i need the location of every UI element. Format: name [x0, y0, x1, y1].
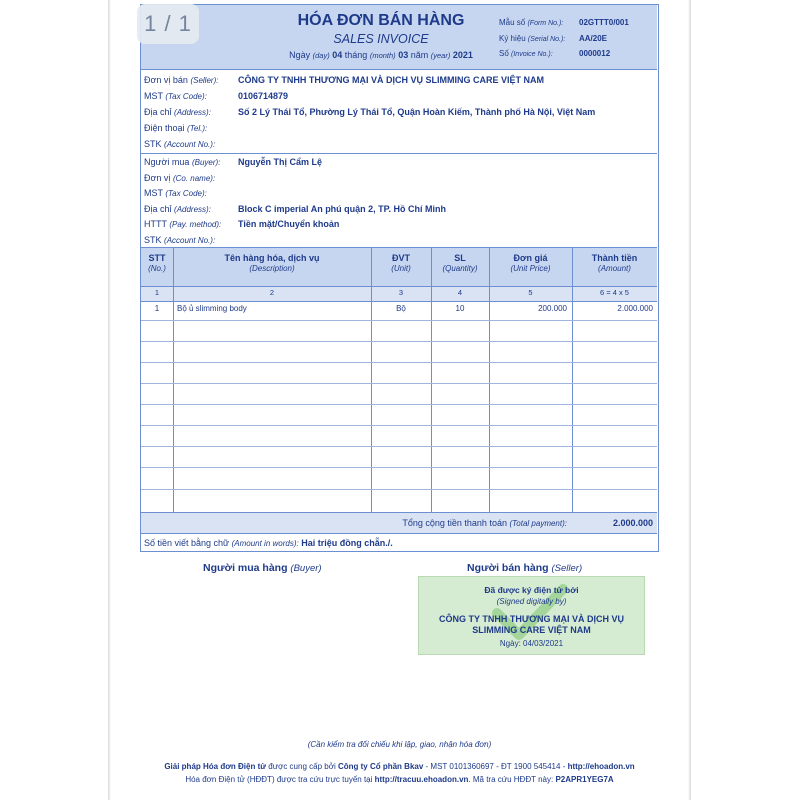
invoice-no-label: Số (Invoice No.): [499, 49, 553, 58]
grid-line [173, 247, 174, 512]
signed-by-label: Đã được ký điện tử bởi [484, 585, 579, 595]
row-line [141, 446, 657, 447]
divider [141, 153, 657, 154]
check-note: (Cần kiểm tra đối chiếu khi lập, giao, nhận hóa đơn) [307, 740, 492, 749]
seller-tax-label: MST (Tax Code): [144, 91, 207, 101]
row-line [141, 467, 657, 468]
buyer-name: Nguyễn Thị Cẩm Lệ [238, 157, 323, 167]
signed-company: CÔNG TY TNHH THƯƠNG MẠI VÀ DỊCH VỤ SLIMMING CARE VIỆT NAM [439, 614, 624, 635]
seller-phone-label: Điện thoại (Tel.): [144, 123, 208, 133]
column-header-unit: ĐVT (Unit) [391, 253, 411, 273]
total-bar [141, 512, 657, 534]
invoice-no-value: 0000012 [579, 49, 611, 58]
column-number: 6 = 4 x 5 [600, 288, 629, 297]
row-amount: 2.000.000 [617, 304, 653, 313]
seller-tax-code: 0106714879 [238, 91, 289, 101]
row-no: 1 [154, 304, 160, 313]
buyer-signature-title: Người mua hàng (Buyer) [203, 562, 322, 574]
buyer-tax-label: MST (Tax Code): [144, 188, 207, 198]
row-unit: Bộ [396, 304, 406, 313]
row-line [141, 383, 657, 384]
buyer-address: Block C imperial An phú quận 2, TP. Hồ Chí Minh [238, 204, 447, 214]
column-number: 2 [269, 288, 275, 297]
serial-no-value: AA/20E [579, 34, 608, 43]
row-line [141, 341, 657, 342]
invoice-header [141, 5, 657, 70]
column-header-quantity: SL (Quantity) [442, 253, 478, 273]
page-edge-left [108, 0, 111, 800]
invoice-title-vn: HÓA ĐƠN BÁN HÀNG [297, 12, 465, 29]
column-header-amount: Thành tiền (Amount) [591, 253, 638, 273]
column-number: 4 [457, 288, 463, 297]
signed-by-label-en: (Signed digitally by) [496, 597, 567, 606]
grid-line [572, 247, 573, 512]
provider-link[interactable]: http://ehoadon.vn [567, 762, 635, 771]
invoice-frame [140, 4, 659, 552]
seller-name: CÔNG TY TNHH THƯƠNG MẠI VÀ DỊCH VỤ SLIMMING CARE VIỆT NAM [238, 75, 544, 85]
grid-line [489, 247, 490, 512]
footer-lookup: Hóa đơn Điện tử (HĐĐT) được tra cứu trực tuyến tại http://tracuu.ehoadon.vn. Mã tra cứu HĐĐT này: P2APR1YEG7A [185, 775, 614, 784]
invoice-title-en: SALES INVOICE [333, 32, 429, 46]
column-number: 3 [398, 288, 404, 297]
seller-address: Số 2 Lý Thái Tổ, Phường Lý Thái Tổ, Quận Hoàn Kiếm, Thành phố Hà Nội, Việt Nam [238, 107, 596, 117]
row-description: Bộ ủ slimming body [177, 304, 247, 313]
serial-no-label: Ký hiệu (Serial No.): [499, 34, 566, 43]
row-line [141, 320, 657, 321]
lookup-link[interactable]: http://tracuu.ehoadon.vn [374, 775, 469, 784]
seller-signature-title: Người bán hàng (Seller) [467, 562, 583, 574]
footer-provider: Giải pháp Hóa đơn Điện tử được cung cấp bởi Công ty Cổ phần Bkav - MST 0101360697 - ĐT 1900 545414 - http://ehoadon.vn [164, 762, 635, 771]
buyer-account-label: STK (Account No.): [144, 235, 216, 245]
row-line [141, 489, 657, 490]
total-label: Tổng cộng tiền thanh toán (Total payment): [402, 518, 567, 528]
buyer-company-label: Đơn vị (Co. name): [144, 173, 216, 183]
invoice-date: Ngày (day) 04 tháng (month) 03 năm (year) 2021 [289, 50, 473, 60]
total-value: 2.000.000 [612, 518, 653, 528]
column-header-unit-price: Đơn giá (Unit Price) [510, 253, 551, 273]
column-header-description: Tên hàng hóa, dịch vụ (Description) [224, 253, 320, 273]
column-header-no: STT (No.) [148, 253, 166, 273]
seller-account-label: STK (Account No.): [144, 139, 216, 149]
page-edge-right [688, 0, 691, 800]
row-line [141, 425, 657, 426]
row-quantity: 10 [455, 304, 465, 313]
row-unit-price: 200.000 [538, 304, 567, 313]
buyer-payment-label: HTTT (Pay. method): [144, 219, 222, 229]
buyer-name-label: Người mua (Buyer): [144, 157, 221, 167]
row-line [141, 362, 657, 363]
form-no-label: Mẫu số (Form No.): [499, 18, 564, 27]
grid-line [431, 247, 432, 512]
column-number: 1 [154, 288, 160, 297]
digital-signature-box[interactable] [418, 576, 645, 655]
column-number: 5 [528, 288, 533, 297]
row-line [141, 404, 657, 405]
form-no-value: 02GTTT0/001 [579, 18, 629, 27]
signed-date: Ngày: 04/03/2021 [499, 639, 564, 648]
grid-line [371, 247, 372, 512]
buyer-address-label: Địa chỉ (Address): [144, 204, 211, 214]
amount-in-words: Số tiền viết bằng chữ (Amount in words): Hai triệu đồng chẵn./. [144, 538, 393, 548]
buyer-payment-method: Tiền mặt/Chuyển khoản [238, 219, 340, 229]
seller-name-label: Đơn vị bán (Seller): [144, 75, 219, 85]
page-indicator: 1 / 1 [137, 4, 199, 44]
seller-address-label: Địa chỉ (Address): [144, 107, 211, 117]
